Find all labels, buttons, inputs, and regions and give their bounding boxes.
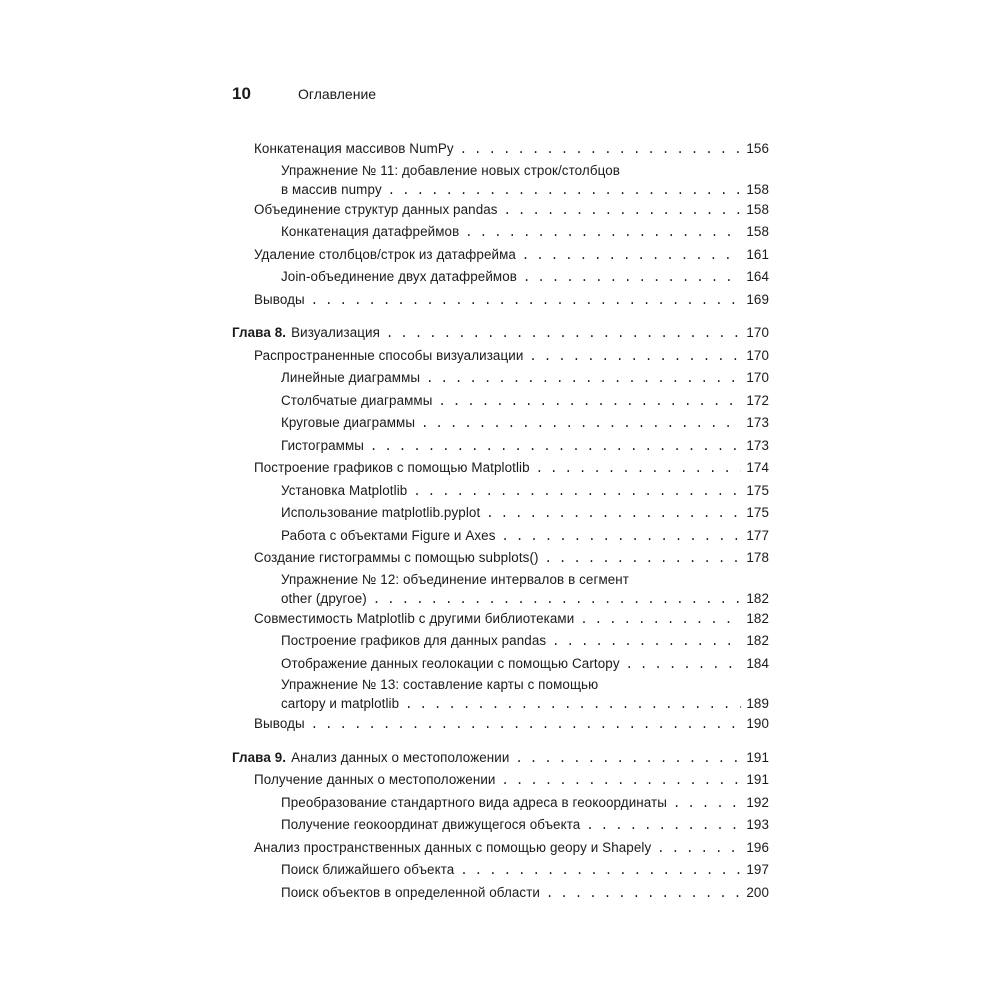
toc-entry xyxy=(232,792,769,815)
toc-entry-title-line1: Упражнение № 11: добавление новых строк/столбцов xyxy=(281,162,620,178)
toc-entry xyxy=(232,769,769,792)
dot-leader xyxy=(380,322,741,345)
toc-entry xyxy=(232,412,769,435)
toc-entry-title: Выводы xyxy=(254,716,305,731)
toc-entry xyxy=(232,547,769,570)
toc-page-number: 161 xyxy=(746,246,769,262)
toc-entry xyxy=(232,266,769,289)
dot-leader xyxy=(382,181,741,199)
dot-leader xyxy=(399,695,741,713)
dot-leader xyxy=(580,814,741,837)
toc-entry-title: Объединение структур данных pandas xyxy=(254,201,498,217)
toc-entry xyxy=(232,480,769,503)
toc-page-number: 182 xyxy=(746,590,769,606)
page-header xyxy=(232,84,376,106)
toc-page-number: 191 xyxy=(746,749,769,765)
dot-leader xyxy=(407,480,741,503)
dot-leader xyxy=(651,837,741,860)
dot-leader xyxy=(454,138,741,161)
section-gap xyxy=(232,736,769,747)
toc-entry xyxy=(232,653,769,676)
toc-entry xyxy=(232,713,769,736)
chapter-label: Глава 8. xyxy=(232,325,287,340)
toc-entry-title: Поиск ближайшего объекта xyxy=(281,862,455,877)
toc-page-number: 193 xyxy=(746,817,769,832)
dot-leader xyxy=(364,435,741,458)
toc-page-number: 158 xyxy=(746,201,769,217)
toc-page-number: 156 xyxy=(746,141,769,156)
toc-entry xyxy=(232,525,769,548)
toc-entry xyxy=(232,814,769,837)
toc-page-number: 182 xyxy=(746,633,769,648)
toc-entry-title: Круговые диаграммы xyxy=(281,415,416,430)
toc-page-number: 182 xyxy=(746,610,769,626)
toc-page-number: 170 xyxy=(746,370,769,385)
section-gap xyxy=(232,311,769,322)
toc-entry-title: Использование matplotlib.pyplot xyxy=(281,505,481,520)
toc-page-number: 164 xyxy=(746,269,769,284)
toc-entry-title: Отображение данных геолокации с помощью Cartopy xyxy=(281,655,620,671)
toc-page-number: 174 xyxy=(746,460,769,475)
dot-leader xyxy=(620,653,741,676)
toc-page-number: 170 xyxy=(746,347,769,363)
toc-entry-title: Получение данных о местоположении xyxy=(254,772,496,787)
toc-page-number: 175 xyxy=(746,482,769,498)
toc-entry-title: Построение графиков для данных pandas xyxy=(281,633,547,648)
toc-entry-title: Конкатенация массивов NumPy xyxy=(254,141,454,156)
dot-leader xyxy=(546,630,741,653)
toc-page-number: 196 xyxy=(746,839,769,855)
dot-leader xyxy=(305,289,741,312)
toc-entry xyxy=(232,630,769,653)
toc-page-number: 158 xyxy=(746,224,769,239)
dot-leader xyxy=(516,244,741,267)
dot-leader xyxy=(367,590,741,608)
toc-entry xyxy=(232,345,769,368)
dot-leader xyxy=(459,221,741,244)
toc-entry xyxy=(232,882,769,905)
toc-entry-title: Создание гистограммы с помощью subplots() xyxy=(254,550,539,565)
chapter-label: Глава 9. xyxy=(232,749,287,765)
toc-page-number: 190 xyxy=(746,716,769,731)
dot-leader xyxy=(509,747,741,770)
toc-entry-title: Конкатенация датафреймов xyxy=(281,224,460,239)
toc-page-number: 192 xyxy=(746,794,769,810)
toc-entry-title-line1: Упражнение № 12: объединение интервалов в сегмент xyxy=(281,571,630,587)
toc-entry-title: в массив numpy xyxy=(281,181,382,197)
toc-page-number: 158 xyxy=(746,181,769,197)
toc-entry xyxy=(232,244,769,267)
dot-leader xyxy=(667,792,741,815)
dot-leader xyxy=(517,266,741,289)
toc-entry-title: Столбчатые диаграммы xyxy=(281,392,433,408)
dot-leader xyxy=(454,859,741,882)
toc-entry-title: Построение графиков с помощью Matplotlib xyxy=(254,460,530,475)
table-of-contents xyxy=(232,138,769,904)
toc-entry-title: Получение геокоординат движущегося объекта xyxy=(281,817,581,832)
toc-entry-title: cartopy и matplotlib xyxy=(281,696,400,711)
toc-entry-title: Установка Matplotlib xyxy=(281,482,408,498)
toc-entry-title: Глава 8. Визуализация xyxy=(232,325,380,340)
toc-page-number: 178 xyxy=(746,550,769,565)
toc-entry xyxy=(232,435,769,458)
toc-entry-title: Поиск объектов в определенной области xyxy=(281,884,541,900)
toc-page-number: 189 xyxy=(746,696,769,711)
running-title: Оглавление xyxy=(298,86,377,102)
dot-leader xyxy=(539,547,741,570)
toc-page-number: 173 xyxy=(746,415,769,430)
dot-leader xyxy=(496,525,741,548)
dot-leader xyxy=(498,199,741,222)
toc-chapter-entry xyxy=(232,747,769,770)
toc-entry xyxy=(232,675,769,713)
toc-entry xyxy=(232,199,769,222)
toc-page-number: 169 xyxy=(746,291,769,307)
dot-leader xyxy=(420,367,741,390)
toc-entry-title: Выводы xyxy=(254,291,305,307)
toc-entry xyxy=(232,457,769,480)
toc-entry xyxy=(232,570,769,608)
toc-entry-title: Join-объединение двух датафреймов xyxy=(281,269,517,284)
toc-entry-title: Распространенные способы визуализации xyxy=(254,347,524,363)
toc-entry-title: Преобразование стандартного вида адреса в геокоординаты xyxy=(281,794,667,810)
dot-leader xyxy=(530,457,741,480)
dot-leader xyxy=(305,713,741,736)
dot-leader xyxy=(432,390,741,413)
toc-page-number: 197 xyxy=(746,862,769,877)
toc-entry-title: Совместимость Matplotlib с другими библиотеками xyxy=(254,610,575,626)
toc-entry xyxy=(232,289,769,312)
toc-entry xyxy=(232,138,769,161)
toc-page-number: 175 xyxy=(746,505,769,520)
toc-page-number: 172 xyxy=(746,392,769,408)
toc-entry-title: Линейные диаграммы xyxy=(281,370,421,385)
toc-entry-title: Удаление столбцов/строк из датафрейма xyxy=(254,246,516,262)
toc-entry-title: Глава 9. Анализ данных о местоположении xyxy=(232,749,510,765)
page-number: 10 xyxy=(232,84,251,103)
toc-page-number: 184 xyxy=(746,655,769,671)
toc-chapter-entry xyxy=(232,322,769,345)
toc-page-number: 200 xyxy=(746,884,769,900)
toc-entry xyxy=(232,390,769,413)
toc-page-number: 177 xyxy=(746,527,769,543)
dot-leader xyxy=(574,608,741,631)
toc-entry xyxy=(232,161,769,199)
toc-page-number: 191 xyxy=(746,772,769,787)
toc-entry-title: other (другое) xyxy=(281,590,367,606)
toc-entry xyxy=(232,367,769,390)
dot-leader xyxy=(480,502,741,525)
toc-entry xyxy=(232,221,769,244)
toc-entry xyxy=(232,608,769,631)
dot-leader xyxy=(540,882,741,905)
dot-leader xyxy=(496,769,741,792)
toc-page-number: 173 xyxy=(746,437,769,453)
toc-page-number: 170 xyxy=(746,325,769,340)
toc-entry-title: Работа с объектами Figure и Axes xyxy=(281,527,496,543)
dot-leader xyxy=(523,345,741,368)
dot-leader xyxy=(415,412,741,435)
toc-entry xyxy=(232,859,769,882)
toc-entry-title: Гистограммы xyxy=(281,437,365,453)
toc-entry xyxy=(232,837,769,860)
toc-entry xyxy=(232,502,769,525)
toc-entry-title: Анализ пространственных данных с помощью geopy и Shapely xyxy=(254,839,652,855)
toc-entry-title-line1: Упражнение № 13: составление карты с помощью xyxy=(281,677,599,692)
